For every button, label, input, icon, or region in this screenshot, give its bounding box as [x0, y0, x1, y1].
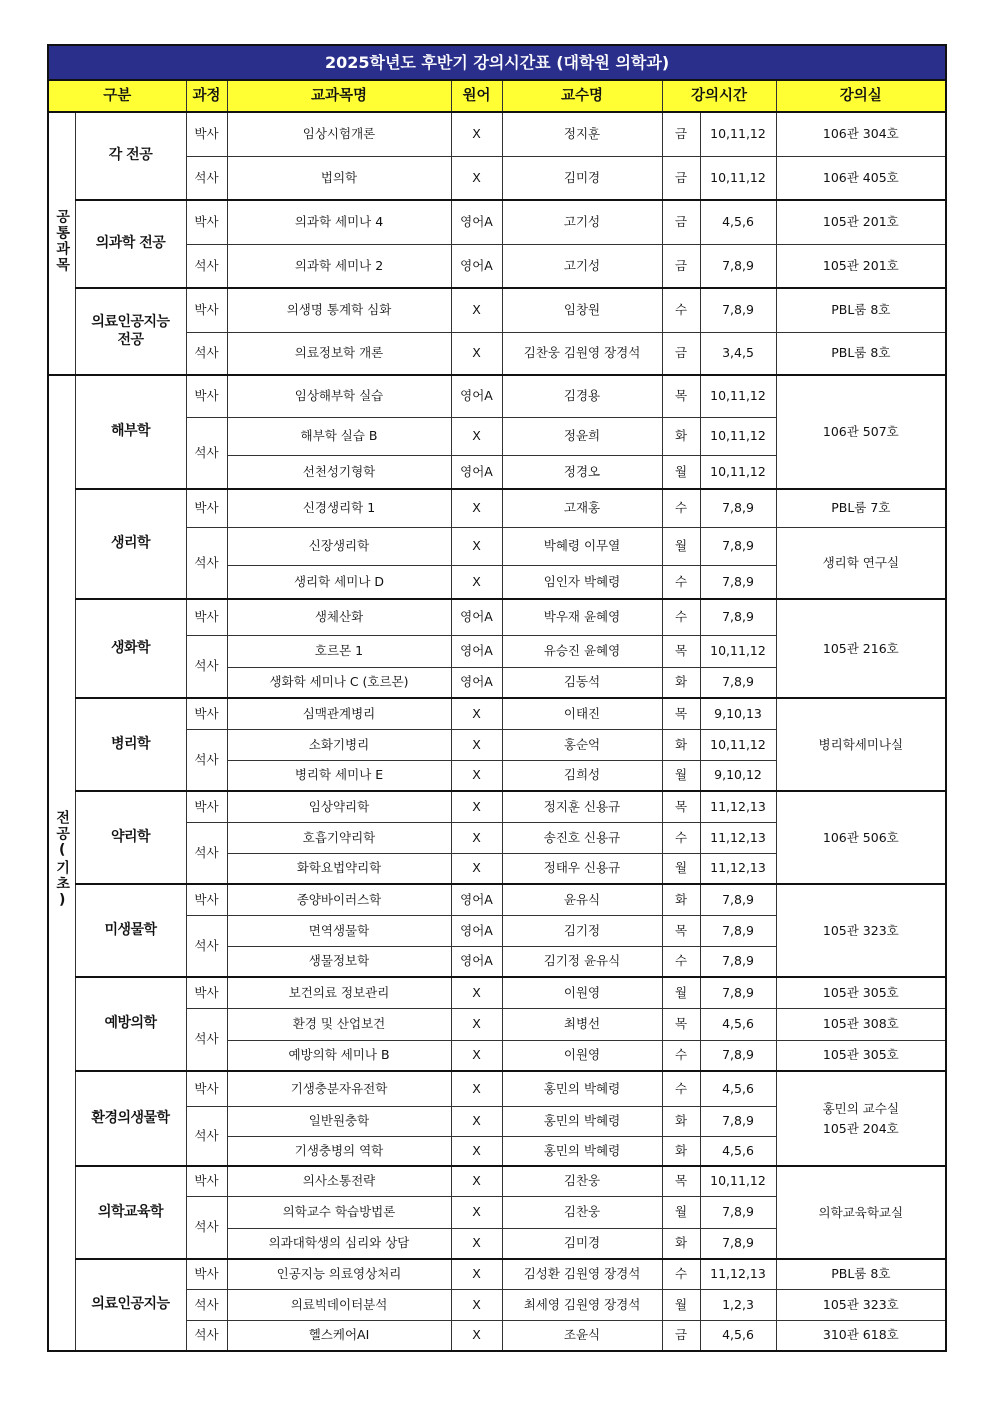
room-cell: 105관 308호 — [776, 1008, 946, 1040]
day-cell: 금 — [662, 1320, 700, 1351]
professor-cell: 정경오 — [502, 455, 662, 489]
table-row — [48, 1259, 946, 1289]
periods-cell: 10,11,12 — [700, 455, 776, 489]
room-cell: 생리학 연구실 — [776, 527, 946, 599]
english-cell: X — [451, 1071, 502, 1106]
day-cell: 금 — [662, 244, 700, 288]
professor-cell: 정지훈 신용규 — [502, 791, 662, 822]
course-cell: 소화기병리 — [227, 729, 451, 760]
level-cell: 박사 — [186, 599, 227, 635]
english-cell: X — [451, 1289, 502, 1320]
periods-cell: 7,8,9 — [700, 1196, 776, 1228]
course-cell: 의사소통전략 — [227, 1166, 451, 1196]
periods-cell: 10,11,12 — [700, 417, 776, 455]
professor-cell: 김동석 — [502, 667, 662, 698]
periods-cell: 7,8,9 — [700, 884, 776, 915]
header-time: 강의시간 — [662, 80, 776, 112]
level-cell: 박사 — [186, 489, 227, 527]
periods-cell: 7,8,9 — [700, 527, 776, 565]
course-cell: 의생명 통계학 심화 — [227, 288, 451, 332]
course-cell: 화학요법약리학 — [227, 853, 451, 884]
level-cell: 박사 — [186, 791, 227, 822]
course-cell: 호흡기약리학 — [227, 822, 451, 853]
day-cell: 수 — [662, 565, 700, 599]
room-cell: PBL룸 7호 — [776, 489, 946, 527]
group-medical-ai: 의료인공지능 — [75, 1259, 186, 1351]
day-cell: 화 — [662, 417, 700, 455]
professor-cell: 고재홍 — [502, 489, 662, 527]
room-cell: 105관 216호 — [776, 599, 946, 698]
room-cell: 106관 507호 — [776, 375, 946, 489]
english-cell: X — [451, 1040, 502, 1071]
level-cell: 박사 — [186, 112, 227, 156]
level-cell: 박사 — [186, 1071, 227, 1106]
professor-cell: 임창원 — [502, 288, 662, 332]
day-cell: 월 — [662, 1289, 700, 1320]
professor-cell: 홍민의 박혜령 — [502, 1071, 662, 1106]
day-cell: 수 — [662, 822, 700, 853]
course-cell: 호르몬 1 — [227, 635, 451, 667]
course-cell: 면역생물학 — [227, 915, 451, 946]
english-cell: 영어A — [451, 915, 502, 946]
level-cell: 석사 — [186, 527, 227, 599]
day-cell: 화 — [662, 667, 700, 698]
english-cell: X — [451, 822, 502, 853]
english-cell: X — [451, 288, 502, 332]
professor-cell: 김경용 — [502, 375, 662, 417]
day-cell: 금 — [662, 332, 700, 375]
professor-cell: 김찬웅 — [502, 1166, 662, 1196]
english-cell: 영어A — [451, 599, 502, 635]
course-cell: 의료정보학 개론 — [227, 332, 451, 375]
english-cell: 영어A — [451, 635, 502, 667]
room-cell: 105관 201호 — [776, 200, 946, 244]
level-cell: 박사 — [186, 200, 227, 244]
professor-cell: 송진호 신용규 — [502, 822, 662, 853]
periods-cell: 11,12,13 — [700, 853, 776, 884]
english-cell: X — [451, 1008, 502, 1040]
periods-cell: 11,12,13 — [700, 791, 776, 822]
professor-cell: 김기정 윤유식 — [502, 946, 662, 977]
periods-cell: 7,8,9 — [700, 915, 776, 946]
periods-cell: 4,5,6 — [700, 1136, 776, 1166]
professor-cell: 고기성 — [502, 244, 662, 288]
english-cell: 영어A — [451, 455, 502, 489]
day-cell: 수 — [662, 1071, 700, 1106]
professor-cell: 임인자 박혜령 — [502, 565, 662, 599]
day-cell: 월 — [662, 455, 700, 489]
english-cell: X — [451, 332, 502, 375]
course-cell: 예방의학 세미나 B — [227, 1040, 451, 1071]
periods-cell: 7,8,9 — [700, 599, 776, 635]
room-cell: 105관 323호 — [776, 884, 946, 977]
professor-cell: 김찬웅 김원영 장경석 — [502, 332, 662, 375]
day-cell: 수 — [662, 489, 700, 527]
periods-cell: 1,2,3 — [700, 1289, 776, 1320]
periods-cell: 10,11,12 — [700, 635, 776, 667]
periods-cell: 7,8,9 — [700, 565, 776, 599]
english-cell: X — [451, 1136, 502, 1166]
level-cell: 박사 — [186, 1259, 227, 1289]
table-row — [48, 200, 946, 244]
english-cell: 영어A — [451, 200, 502, 244]
professor-cell: 홍민의 박혜령 — [502, 1136, 662, 1166]
level-cell: 박사 — [186, 698, 227, 729]
course-cell: 의과학 세미나 4 — [227, 200, 451, 244]
group-medical-education: 의학교육학 — [75, 1166, 186, 1259]
professor-cell: 김희성 — [502, 760, 662, 791]
day-cell: 화 — [662, 1228, 700, 1259]
periods-cell: 10,11,12 — [700, 729, 776, 760]
section-major-label: 전공(기초) — [54, 810, 71, 911]
course-cell: 일반원충학 — [227, 1106, 451, 1136]
header-level: 과정 — [186, 80, 227, 112]
english-cell: X — [451, 1320, 502, 1351]
room-cell: PBL룸 8호 — [776, 1259, 946, 1289]
table-header — [48, 80, 946, 112]
professor-cell: 김기정 — [502, 915, 662, 946]
room-cell: 106관 506호 — [776, 791, 946, 884]
group-physiology: 생리학 — [75, 489, 186, 599]
group-anatomy: 해부학 — [75, 375, 186, 489]
periods-cell: 7,8,9 — [700, 1228, 776, 1259]
day-cell: 월 — [662, 527, 700, 565]
day-cell: 수 — [662, 288, 700, 332]
professor-cell: 김미경 — [502, 156, 662, 200]
professor-cell: 정지훈 — [502, 112, 662, 156]
header-category: 구분 — [48, 80, 186, 112]
day-cell: 금 — [662, 112, 700, 156]
english-cell: X — [451, 729, 502, 760]
course-cell: 환경 및 산업보건 — [227, 1008, 451, 1040]
level-cell: 박사 — [186, 375, 227, 417]
group-biochemistry: 생화학 — [75, 599, 186, 698]
level-cell: 박사 — [186, 1166, 227, 1196]
table-row — [48, 884, 946, 915]
table-row — [48, 112, 946, 156]
course-cell: 신경생리학 1 — [227, 489, 451, 527]
periods-cell: 4,5,6 — [700, 1071, 776, 1106]
periods-cell: 10,11,12 — [700, 112, 776, 156]
periods-cell: 10,11,12 — [700, 375, 776, 417]
section-common-label: 공통과목 — [54, 208, 71, 273]
course-cell: 의학교수 학습방법론 — [227, 1196, 451, 1228]
course-cell: 의과학 세미나 2 — [227, 244, 451, 288]
level-cell: 박사 — [186, 288, 227, 332]
english-cell: X — [451, 1196, 502, 1228]
level-cell: 석사 — [186, 822, 227, 884]
room-cell: 310관 618호 — [776, 1320, 946, 1351]
english-cell: 영어A — [451, 946, 502, 977]
day-cell: 금 — [662, 156, 700, 200]
table-row — [48, 791, 946, 822]
table-row — [48, 288, 946, 332]
header-course: 교과목명 — [227, 80, 451, 112]
level-cell: 박사 — [186, 884, 227, 915]
course-cell: 생물정보학 — [227, 946, 451, 977]
english-cell: X — [451, 417, 502, 455]
room-line-2: 105관 204호 — [822, 1120, 899, 1136]
table-row — [48, 1166, 946, 1196]
professor-cell: 박우재 윤혜영 — [502, 599, 662, 635]
professor-cell: 윤유식 — [502, 884, 662, 915]
course-cell: 임상약리학 — [227, 791, 451, 822]
professor-cell: 조윤식 — [502, 1320, 662, 1351]
day-cell: 화 — [662, 729, 700, 760]
periods-cell: 11,12,13 — [700, 822, 776, 853]
group-medical-ai-major: 의료인공지능 전공 — [75, 288, 186, 375]
periods-cell: 7,8,9 — [700, 288, 776, 332]
room-cell: 의학교육학교실 — [776, 1166, 946, 1259]
section-major — [48, 375, 75, 1351]
course-cell: 의과대학생의 심리와 상담 — [227, 1228, 451, 1259]
level-cell: 석사 — [186, 417, 227, 489]
room-line-1: 홍민의 교수실 — [822, 1100, 900, 1116]
periods-cell: 7,8,9 — [700, 1106, 776, 1136]
level-cell: 석사 — [186, 1289, 227, 1320]
course-cell: 신장생리학 — [227, 527, 451, 565]
english-cell: X — [451, 156, 502, 200]
periods-cell: 9,10,12 — [700, 760, 776, 791]
periods-cell: 4,5,6 — [700, 1008, 776, 1040]
table-row — [48, 375, 946, 417]
professor-cell: 최병선 — [502, 1008, 662, 1040]
course-cell: 법의학 — [227, 156, 451, 200]
group-microbiology: 미생물학 — [75, 884, 186, 977]
professor-cell: 이태진 — [502, 698, 662, 729]
periods-cell: 10,11,12 — [700, 1166, 776, 1196]
professor-cell: 김미경 — [502, 1228, 662, 1259]
day-cell: 수 — [662, 1040, 700, 1071]
english-cell: X — [451, 977, 502, 1008]
course-cell: 헬스케어AI — [227, 1320, 451, 1351]
course-cell: 보건의료 정보관리 — [227, 977, 451, 1008]
level-cell: 석사 — [186, 635, 227, 698]
course-cell: 기생충분자유전학 — [227, 1071, 451, 1106]
timetable-grid — [47, 44, 947, 1352]
course-cell: 임상해부학 실습 — [227, 375, 451, 417]
room-cell: 105관 201호 — [776, 244, 946, 288]
group-pathology: 병리학 — [75, 698, 186, 791]
english-cell: 영어A — [451, 375, 502, 417]
periods-cell: 10,11,12 — [700, 156, 776, 200]
day-cell: 금 — [662, 200, 700, 244]
day-cell: 월 — [662, 1196, 700, 1228]
day-cell: 월 — [662, 760, 700, 791]
course-cell: 선천성기형학 — [227, 455, 451, 489]
english-cell: X — [451, 1228, 502, 1259]
periods-cell: 7,8,9 — [700, 667, 776, 698]
course-cell: 생리학 세미나 D — [227, 565, 451, 599]
english-cell: X — [451, 760, 502, 791]
day-cell: 목 — [662, 698, 700, 729]
room-cell: 106관 304호 — [776, 112, 946, 156]
course-cell: 기생충병의 역학 — [227, 1136, 451, 1166]
course-cell: 임상시험개론 — [227, 112, 451, 156]
course-cell: 생체산화 — [227, 599, 451, 635]
periods-cell: 4,5,6 — [700, 1320, 776, 1351]
table-row — [48, 977, 946, 1008]
level-cell: 석사 — [186, 1196, 227, 1259]
professor-cell: 김찬웅 — [502, 1196, 662, 1228]
day-cell: 목 — [662, 635, 700, 667]
level-cell: 석사 — [186, 1320, 227, 1351]
page-title: 2025학년도 후반기 강의시간표 (대학원 의학과) — [48, 45, 946, 80]
english-cell: X — [451, 489, 502, 527]
course-cell: 종양바이러스학 — [227, 884, 451, 915]
day-cell: 화 — [662, 884, 700, 915]
english-cell: X — [451, 853, 502, 884]
english-cell: X — [451, 112, 502, 156]
room-cell — [776, 1071, 946, 1166]
table-row — [48, 1071, 946, 1106]
professor-cell: 김성환 김원영 장경석 — [502, 1259, 662, 1289]
level-cell: 석사 — [186, 915, 227, 977]
group-preventive-medicine: 예방의학 — [75, 977, 186, 1071]
day-cell: 목 — [662, 1008, 700, 1040]
periods-cell: 7,8,9 — [700, 1040, 776, 1071]
day-cell: 화 — [662, 1106, 700, 1136]
room-cell: 병리학세미나실 — [776, 698, 946, 791]
day-cell: 월 — [662, 977, 700, 1008]
room-cell: 105관 305호 — [776, 977, 946, 1008]
periods-cell: 11,12,13 — [700, 1259, 776, 1289]
room-cell: PBL룸 8호 — [776, 288, 946, 332]
header-room: 강의실 — [776, 80, 946, 112]
periods-cell: 7,8,9 — [700, 489, 776, 527]
day-cell: 수 — [662, 1259, 700, 1289]
table-row — [48, 599, 946, 635]
english-cell: 영어A — [451, 667, 502, 698]
professor-cell: 정태우 신용규 — [502, 853, 662, 884]
periods-cell: 9,10,13 — [700, 698, 776, 729]
professor-cell: 홍민의 박혜령 — [502, 1106, 662, 1136]
level-cell: 석사 — [186, 729, 227, 791]
level-cell: 석사 — [186, 156, 227, 200]
timetable — [47, 44, 945, 1352]
day-cell: 수 — [662, 599, 700, 635]
course-cell: 인공지능 의료영상처리 — [227, 1259, 451, 1289]
course-cell: 병리학 세미나 E — [227, 760, 451, 791]
day-cell: 화 — [662, 1136, 700, 1166]
professor-cell: 홍순억 — [502, 729, 662, 760]
group-environmental-biology: 환경의생물학 — [75, 1071, 186, 1166]
level-cell: 석사 — [186, 332, 227, 375]
course-cell: 의료빅데이터분석 — [227, 1289, 451, 1320]
level-cell: 석사 — [186, 244, 227, 288]
english-cell: 영어A — [451, 244, 502, 288]
english-cell: X — [451, 565, 502, 599]
room-cell: 105관 323호 — [776, 1289, 946, 1320]
english-cell: X — [451, 791, 502, 822]
professor-cell: 박혜령 이무열 — [502, 527, 662, 565]
section-common — [48, 112, 75, 375]
periods-cell: 3,4,5 — [700, 332, 776, 375]
english-cell: 영어A — [451, 884, 502, 915]
periods-cell: 4,5,6 — [700, 200, 776, 244]
professor-cell: 이원영 — [502, 1040, 662, 1071]
level-cell: 박사 — [186, 977, 227, 1008]
periods-cell: 7,8,9 — [700, 977, 776, 1008]
english-cell: X — [451, 527, 502, 565]
room-cell: 106관 405호 — [776, 156, 946, 200]
room-cell: 105관 305호 — [776, 1040, 946, 1071]
course-cell: 심맥관계병리 — [227, 698, 451, 729]
day-cell: 목 — [662, 375, 700, 417]
periods-cell: 7,8,9 — [700, 946, 776, 977]
english-cell: X — [451, 1106, 502, 1136]
group-pharmacology: 약리학 — [75, 791, 186, 884]
group-medical-science: 의과학 전공 — [75, 200, 186, 288]
level-cell: 석사 — [186, 1106, 227, 1166]
day-cell: 목 — [662, 915, 700, 946]
course-cell: 해부학 실습 B — [227, 417, 451, 455]
periods-cell: 7,8,9 — [700, 244, 776, 288]
english-cell: X — [451, 1166, 502, 1196]
professor-cell: 유승진 윤혜영 — [502, 635, 662, 667]
day-cell: 목 — [662, 1166, 700, 1196]
english-cell: X — [451, 698, 502, 729]
table-row — [48, 698, 946, 729]
english-cell: X — [451, 1259, 502, 1289]
professor-cell: 정윤희 — [502, 417, 662, 455]
room-cell: PBL룸 8호 — [776, 332, 946, 375]
header-professor: 교수명 — [502, 80, 662, 112]
course-cell: 생화학 세미나 C (호르몬) — [227, 667, 451, 698]
group-all-majors: 각 전공 — [75, 112, 186, 200]
table-row — [48, 489, 946, 527]
header-english: 원어 — [451, 80, 502, 112]
day-cell: 수 — [662, 946, 700, 977]
professor-cell: 고기성 — [502, 200, 662, 244]
professor-cell: 이원영 — [502, 977, 662, 1008]
day-cell: 목 — [662, 791, 700, 822]
level-cell: 석사 — [186, 1008, 227, 1071]
professor-cell: 최세영 김원영 장경석 — [502, 1289, 662, 1320]
day-cell: 월 — [662, 853, 700, 884]
